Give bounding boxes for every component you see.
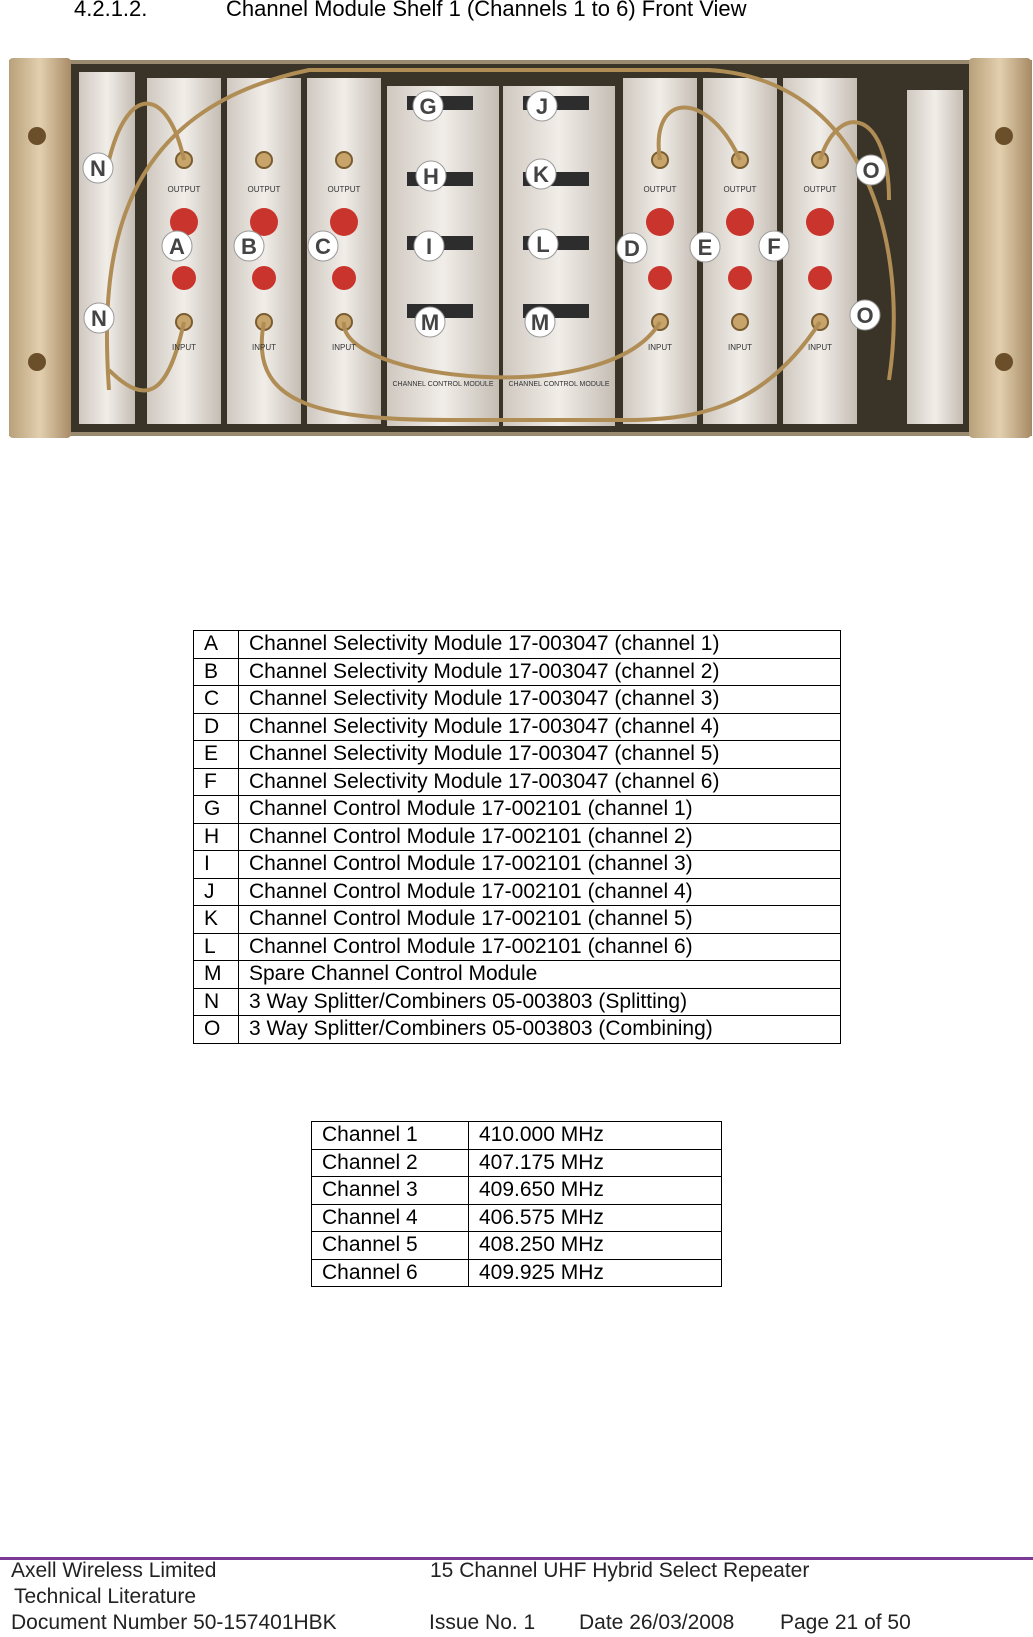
legend-row [194, 796, 841, 824]
legend-letter: B [194, 658, 239, 686]
callout-marker [527, 91, 557, 121]
callout-marker [83, 153, 113, 183]
channel-frequency: 410.000 MHz [469, 1122, 722, 1150]
frequency-row [312, 1177, 722, 1205]
legend-row [194, 961, 841, 989]
legend-letter: L [194, 933, 239, 961]
legend-description: Channel Selectivity Module 17-003047 (channel 1) [239, 631, 841, 659]
legend-description: 3 Way Splitter/Combiners 05-003803 (Combining) [239, 1016, 841, 1044]
callout-letter: G [419, 94, 437, 119]
callout-marker [234, 231, 264, 261]
legend-row [194, 686, 841, 714]
channel-frequency: 406.575 MHz [469, 1204, 722, 1232]
callout-marker [528, 229, 558, 259]
legend-description: Channel Selectivity Module 17-003047 (channel 4) [239, 713, 841, 741]
channel-frequency: 408.250 MHz [469, 1232, 722, 1260]
legend-description: Channel Selectivity Module 17-003047 (channel 2) [239, 658, 841, 686]
legend-row [194, 878, 841, 906]
legend-row [194, 768, 841, 796]
legend-letter: M [194, 961, 239, 989]
legend-letter: C [194, 686, 239, 714]
frequency-row [312, 1204, 722, 1232]
channel-name: Channel 1 [312, 1122, 469, 1150]
legend-description: Channel Control Module 17-002101 (channel 3) [239, 851, 841, 879]
legend-letter: D [194, 713, 239, 741]
callout-letter: K [533, 162, 549, 187]
callout-letter: E [697, 235, 713, 260]
panel-label-output: OUTPUT [327, 185, 361, 194]
callout-letter: O [862, 158, 880, 183]
callout-letter: L [536, 232, 550, 257]
callout-letter: N [91, 306, 107, 331]
panel-label-output: OUTPUT [167, 185, 201, 194]
channel-frequency: 409.925 MHz [469, 1259, 722, 1287]
panel-label-output: OUTPUT [643, 185, 677, 194]
callout-letter: F [767, 234, 781, 259]
frequency-row [312, 1232, 722, 1260]
callout-marker [415, 307, 445, 337]
panel-label-control-module: CHANNEL CONTROL MODULE [508, 381, 610, 388]
footer-date: Date 26/03/2008 [579, 1611, 735, 1634]
callout-marker [617, 233, 647, 263]
legend-row [194, 851, 841, 879]
channel-name: Channel 6 [312, 1259, 469, 1287]
legend-description: Spare Channel Control Module [239, 961, 841, 989]
legend-description: Channel Control Module 17-002101 (channel 1) [239, 796, 841, 824]
channel-name: Channel 2 [312, 1149, 469, 1177]
panel-label-output: OUTPUT [723, 185, 757, 194]
legend-description: Channel Selectivity Module 17-003047 (channel 3) [239, 686, 841, 714]
footer-company: Axell Wireless Limited [11, 1559, 217, 1582]
footer-section: Technical Literature [14, 1585, 197, 1608]
legend-row [194, 713, 841, 741]
panel-label-input: INPUT [252, 343, 276, 352]
legend-letter: J [194, 878, 239, 906]
shelf-photo [9, 50, 1032, 446]
panel-label-input: INPUT [332, 343, 356, 352]
legend-description: Channel Control Module 17-002101 (channel 5) [239, 906, 841, 934]
callout-marker [850, 300, 880, 330]
panel-label-output: OUTPUT [803, 185, 837, 194]
callout-letter: J [535, 94, 549, 119]
callout-marker [759, 231, 789, 261]
callout-letter: I [425, 234, 433, 259]
legend-row [194, 906, 841, 934]
legend-description: Channel Control Module 17-002101 (channel 4) [239, 878, 841, 906]
callout-letter: O [856, 303, 874, 328]
legend-letter: A [194, 631, 239, 659]
legend-description: Channel Selectivity Module 17-003047 (channel 6) [239, 768, 841, 796]
legend-letter: F [194, 768, 239, 796]
legend-letter: I [194, 851, 239, 879]
callout-letter: N [90, 156, 106, 181]
callout-letter: A [169, 234, 185, 259]
legend-letter: H [194, 823, 239, 851]
legend-letter: K [194, 906, 239, 934]
section-heading [74, 0, 747, 22]
callout-letter: H [423, 164, 439, 189]
legend-row [194, 933, 841, 961]
callout-marker [162, 231, 192, 261]
channel-name: Channel 5 [312, 1232, 469, 1260]
legend-row [194, 1016, 841, 1044]
panel-label-input: INPUT [808, 343, 832, 352]
legend-description: Channel Control Module 17-002101 (channel 2) [239, 823, 841, 851]
footer-issue: Issue No. 1 [429, 1611, 536, 1634]
callout-letter: M [420, 310, 440, 335]
callout-marker [308, 231, 338, 261]
callout-letter: C [315, 234, 331, 259]
callout-marker [690, 232, 720, 262]
footer-doc-number: Document Number 50-157401HBK [11, 1611, 337, 1634]
channel-frequency: 407.175 MHz [469, 1149, 722, 1177]
legend-letter: N [194, 988, 239, 1016]
legend-row [194, 631, 841, 659]
section-title: Channel Module Shelf 1 (Channels 1 to 6) Front View [226, 0, 747, 21]
panel-label-input: INPUT [728, 343, 752, 352]
frequency-row [312, 1149, 722, 1177]
panel-label-control-module: CHANNEL CONTROL MODULE [392, 381, 494, 388]
legend-description: Channel Control Module 17-002101 (channel 6) [239, 933, 841, 961]
legend-letter: E [194, 741, 239, 769]
callout-marker [526, 159, 556, 189]
callout-letter: D [624, 236, 640, 261]
frequency-row [312, 1122, 722, 1150]
legend-row [194, 741, 841, 769]
channel-name: Channel 4 [312, 1204, 469, 1232]
legend-description: Channel Selectivity Module 17-003047 (channel 5) [239, 741, 841, 769]
section-number: 4.2.1.2. [74, 0, 148, 21]
callout-marker [525, 307, 555, 337]
panel-label-input: INPUT [172, 343, 196, 352]
callout-marker [84, 303, 114, 333]
footer-page: Page 21 of 50 [780, 1611, 911, 1634]
callout-marker [413, 91, 443, 121]
panel-label-output: OUTPUT [247, 185, 281, 194]
channel-frequency: 409.650 MHz [469, 1177, 722, 1205]
callout-marker [416, 161, 446, 191]
legend-row [194, 823, 841, 851]
channel-name: Channel 3 [312, 1177, 469, 1205]
frequency-table [311, 1121, 722, 1287]
legend-letter: G [194, 796, 239, 824]
callout-marker [856, 155, 886, 185]
callout-letter: M [530, 310, 550, 335]
callout-marker [414, 231, 444, 261]
legend-table [193, 630, 841, 1044]
callout-letter: B [241, 234, 257, 259]
panel-label-input: INPUT [648, 343, 672, 352]
frequency-row [312, 1259, 722, 1287]
footer-product: 15 Channel UHF Hybrid Select Repeater [430, 1559, 810, 1582]
legend-letter: O [194, 1016, 239, 1044]
legend-row [194, 658, 841, 686]
legend-row [194, 988, 841, 1016]
legend-description: 3 Way Splitter/Combiners 05-003803 (Splitting) [239, 988, 841, 1016]
